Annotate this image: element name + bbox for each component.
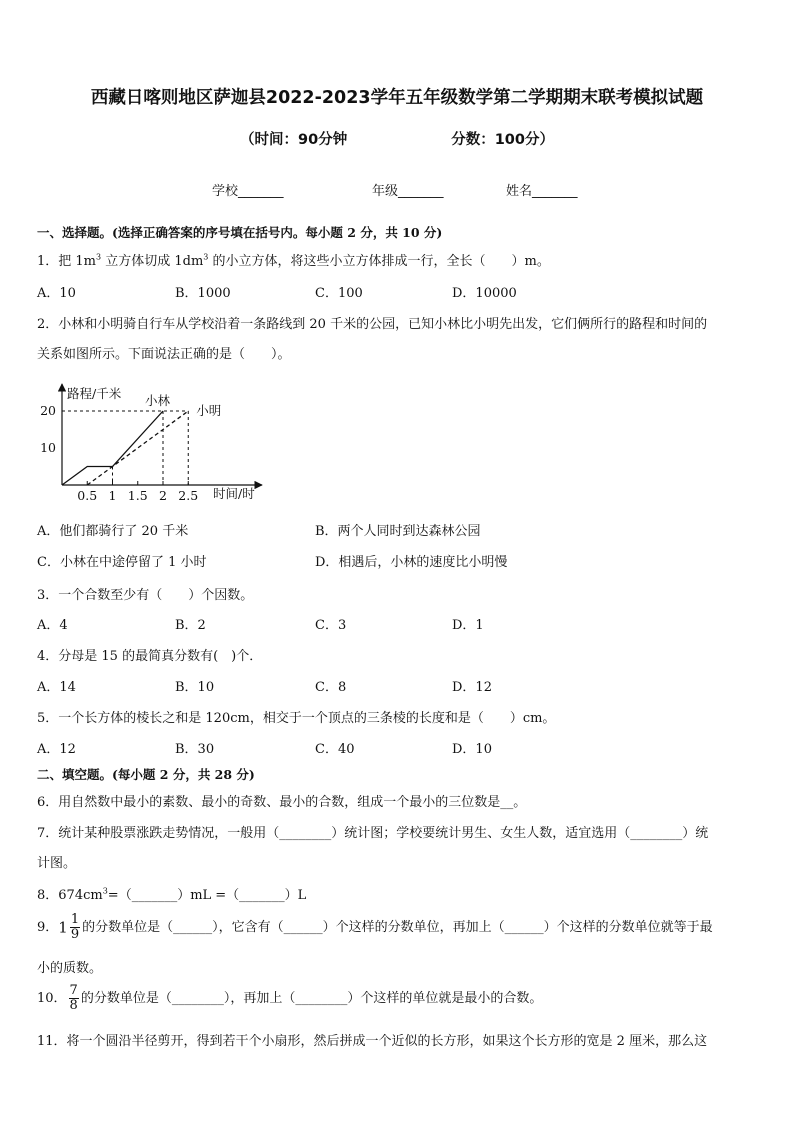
question-6: 6．用自然数中最小的素数、最小的奇数、最小的合数，组成一个最小的三位数是__。 <box>37 795 527 810</box>
q4-option-d[interactable]: D．12 <box>452 680 492 695</box>
distance-time-chart <box>37 378 277 508</box>
y-tick-label-0: 10 <box>40 440 56 455</box>
question-3: 3．一个合数至少有（ ）个因数。 <box>37 588 254 603</box>
fraction-one-ninth: $\frac{1}{9}$ <box>70 912 80 942</box>
q1-option-a[interactable]: A．10 <box>37 286 76 301</box>
question-7-line1: 7．统计某种股票涨跌走势情况，一般用（________）统计图；学校要统计男生、女生人数，适宜选用（________）统 <box>37 826 709 841</box>
q4-option-a[interactable]: A．14 <box>37 680 76 695</box>
question-2-line2: 关系如图所示。下面说法正确的是（ ）。 <box>37 347 291 362</box>
x-tick-label-3: 2 <box>159 488 167 503</box>
q3-option-c[interactable]: C．3 <box>315 618 347 633</box>
q5-option-a[interactable]: A．12 <box>37 742 76 757</box>
q5-option-c[interactable]: C．40 <box>315 742 355 757</box>
section-heading-choice: 一、选择题。(选择正确答案的序号填在括号内。每小题 2 分，共 10 分) <box>37 225 443 240</box>
question-9-line2: 小的质数。 <box>37 961 103 976</box>
grade-field[interactable]: 年级_______ <box>372 184 444 199</box>
q5-option-b[interactable]: B．30 <box>175 742 215 757</box>
question-8: 8．$674cm^3=(\_\_\_\_\_\_\_)mL$ =（_______）L <box>37 886 307 903</box>
q5-option-d[interactable]: D．10 <box>452 742 492 757</box>
series-line-1 <box>87 411 188 485</box>
mixed-number-whole: 1 <box>58 918 68 937</box>
question-10: 10． $\frac{7}{8}$ 的分数单位是（________），再加上（________）个这样的单位就是最小的合数。 <box>37 983 543 1013</box>
question-11: 11．将一个圆沿半径剪开，得到若干个小扇形，然后拼成一个近似的长方形，如果这个长方形的宽是 2 厘米，那么这 <box>37 1034 708 1049</box>
q2-option-a[interactable]: A．他们都骑行了 20 千米 <box>37 524 189 539</box>
q2-option-b[interactable]: B．两个人同时到达森林公园 <box>315 524 481 539</box>
q4-option-c[interactable]: C．8 <box>315 680 347 695</box>
question-4: 4．分母是 15 的最简真分数有( )个． <box>37 649 263 664</box>
y-axis-label: 路程/千米 <box>67 386 122 401</box>
question-7-line2: 计图。 <box>37 856 77 871</box>
x-tick-label-1: 1 <box>108 488 117 503</box>
name-field[interactable]: 姓名_______ <box>506 184 578 199</box>
q1-option-c[interactable]: C．100 <box>315 286 363 301</box>
y-tick-label-1: 20 <box>40 403 56 418</box>
time-info: （时间：90分钟 <box>240 132 348 148</box>
school-field[interactable]: 学校_______ <box>212 184 284 199</box>
series-label-1: 小明 <box>196 403 222 418</box>
section-heading-fill: 二、填空题。(每小题 2 分，共 28 分) <box>37 767 255 782</box>
q1-option-b[interactable]: B．1000 <box>175 286 231 301</box>
question-9: 9．1 $\frac{1}{9}$ 的分数单位是（______），它含有（______）个这样的分数单位，再加上（______）个这样的分数单位就等于最 <box>37 912 713 942</box>
q1-option-d[interactable]: D．10000 <box>452 286 517 301</box>
q4-option-b[interactable]: B．10 <box>175 680 215 695</box>
q2-option-c[interactable]: C．小林在中途停留了 1 小时 <box>37 555 207 570</box>
q2-option-d[interactable]: D．相遇后，小林的速度比小明慢 <box>315 555 508 570</box>
q3-option-b[interactable]: B．2 <box>175 618 206 633</box>
question-2-line1: 2．小林和小明骑自行车从学校沿着一条路线到 20 千米的公园，已知小林比小明先出发，它们俩所行的路程和时间的 <box>37 317 708 332</box>
q3-option-d[interactable]: D．1 <box>452 618 484 633</box>
x-tick-label-0: 0.5 <box>77 488 98 503</box>
fraction-seven-eighths: $\frac{7}{8}$ <box>69 983 78 1013</box>
page-title: 西藏日喀则地区萨迦县2022-2023学年五年级数学第二学期期末联考模拟试题 <box>90 88 704 108</box>
series-label-0: 小林 <box>145 393 171 408</box>
x-axis-label: 时间/时 <box>213 486 255 501</box>
question-1: 1．把 $1m^3$ 立方体切成 $1dm^3$ 的小立方体，将这些小立方体排成一行，全长（ ）m。 <box>37 252 550 269</box>
score-info: 分数：100分） <box>451 132 554 148</box>
x-tick-label-4: 2.5 <box>178 488 199 503</box>
q3-option-a[interactable]: A．4 <box>37 618 68 633</box>
question-5: 5．一个长方体的棱长之和是 120cm，相交于一个顶点的三条棱的长度和是（ ）cm。 <box>37 711 556 726</box>
x-tick-label-2: 1.5 <box>127 488 148 503</box>
exam-meta <box>0 128 794 149</box>
